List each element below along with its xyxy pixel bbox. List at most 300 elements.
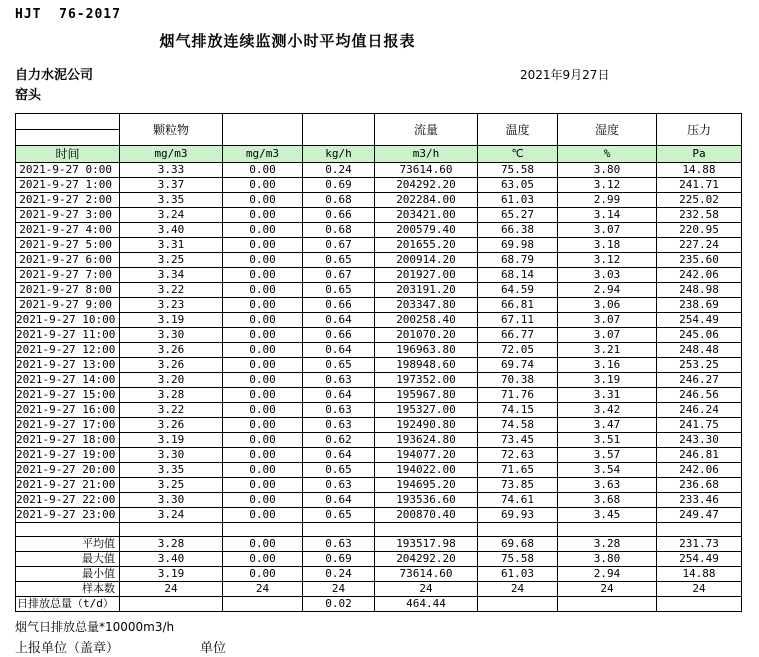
col-group-pressure: 压力 (657, 114, 742, 146)
hourly-row-label: 2021-9-27 9:00 (16, 298, 120, 313)
value-cell: 73614.60 (375, 567, 478, 582)
value-cell: 254.49 (657, 552, 742, 567)
hourly-row-label: 2021-9-27 22:00 (16, 493, 120, 508)
value-cell: 0.63 (303, 537, 375, 552)
value-cell: 0.00 (223, 508, 303, 523)
hourly-row-label: 2021-9-27 12:00 (16, 343, 120, 358)
value-cell: 3.07 (558, 328, 657, 343)
hourly-row-label: 2021-9-27 13:00 (16, 358, 120, 373)
value-cell: 0.00 (223, 448, 303, 463)
value-cell: 0.00 (223, 567, 303, 582)
hourly-row-label: 2021-9-27 6:00 (16, 253, 120, 268)
value-cell: 203347.80 (375, 298, 478, 313)
value-cell: 0.62 (303, 433, 375, 448)
value-cell: 0.00 (223, 238, 303, 253)
value-cell (478, 597, 558, 612)
value-cell: 204292.20 (375, 178, 478, 193)
value-cell: 74.61 (478, 493, 558, 508)
hourly-row (16, 163, 742, 178)
value-cell: 203191.20 (375, 283, 478, 298)
value-cell: 0.00 (223, 178, 303, 193)
value-cell: 0.64 (303, 313, 375, 328)
value-cell: 71.76 (478, 388, 558, 403)
value-cell: 238.69 (657, 298, 742, 313)
value-cell: 0.69 (303, 552, 375, 567)
group-header-row (16, 114, 742, 130)
value-cell: 0.64 (303, 343, 375, 358)
hourly-row-label: 2021-9-27 18:00 (16, 433, 120, 448)
value-cell: 0.00 (223, 313, 303, 328)
hourly-row (16, 373, 742, 388)
hourly-row (16, 178, 742, 193)
value-cell: 225.02 (657, 193, 742, 208)
hourly-row (16, 478, 742, 493)
value-cell: 0.64 (303, 388, 375, 403)
hourly-row (16, 448, 742, 463)
hourly-row (16, 433, 742, 448)
col-group-flow: 流量 (375, 114, 478, 146)
value-cell: 3.47 (558, 418, 657, 433)
value-cell: 464.44 (375, 597, 478, 612)
hourly-row (16, 343, 742, 358)
hourly-row (16, 403, 742, 418)
hourly-row-label: 2021-9-27 2:00 (16, 193, 120, 208)
value-cell: 200579.40 (375, 223, 478, 238)
hourly-row (16, 328, 742, 343)
value-cell (558, 523, 657, 537)
summary-row-label: 日排放总量（t/d） (16, 597, 120, 612)
hourly-row (16, 298, 742, 313)
unit-kg-h: kg/h (303, 146, 375, 163)
value-cell (120, 597, 223, 612)
value-cell: 253.25 (657, 358, 742, 373)
value-cell: 2.94 (558, 567, 657, 582)
table-header (16, 114, 742, 163)
summary-row (16, 582, 742, 597)
value-cell: 3.19 (120, 313, 223, 328)
value-cell: 243.30 (657, 433, 742, 448)
hourly-row (16, 358, 742, 373)
value-cell: 236.68 (657, 478, 742, 493)
value-cell: 246.27 (657, 373, 742, 388)
value-cell: 68.79 (478, 253, 558, 268)
value-cell: 3.37 (120, 178, 223, 193)
value-cell: 14.88 (657, 163, 742, 178)
value-cell: 0.00 (223, 433, 303, 448)
value-cell: 0.00 (223, 223, 303, 238)
value-cell: 3.80 (558, 552, 657, 567)
value-cell: 200914.20 (375, 253, 478, 268)
value-cell: 200870.40 (375, 508, 478, 523)
title-wrap (0, 30, 575, 51)
value-cell: 197352.00 (375, 373, 478, 388)
value-cell: 231.73 (657, 537, 742, 552)
value-cell: 193624.80 (375, 433, 478, 448)
col-group-particulate-rate (303, 114, 375, 146)
hourly-rows (16, 163, 742, 523)
empty-row-label (16, 523, 120, 537)
value-cell: 0.66 (303, 298, 375, 313)
hourly-row-label: 2021-9-27 19:00 (16, 448, 120, 463)
value-cell: 241.71 (657, 178, 742, 193)
value-cell: 66.77 (478, 328, 558, 343)
value-cell: 3.40 (120, 552, 223, 567)
unit-percent: % (558, 146, 657, 163)
value-cell: 3.35 (120, 193, 223, 208)
value-cell: 3.45 (558, 508, 657, 523)
value-cell: 72.05 (478, 343, 558, 358)
value-cell: 3.30 (120, 448, 223, 463)
value-cell: 3.07 (558, 313, 657, 328)
value-cell: 232.58 (657, 208, 742, 223)
value-cell: 201655.20 (375, 238, 478, 253)
value-cell: 3.28 (120, 388, 223, 403)
hourly-row (16, 268, 742, 283)
value-cell: 3.07 (558, 223, 657, 238)
value-cell: 0.67 (303, 238, 375, 253)
summary-row-label: 样本数 (16, 582, 120, 597)
value-cell: 69.93 (478, 508, 558, 523)
value-cell (657, 523, 742, 537)
value-cell: 200258.40 (375, 313, 478, 328)
summary-row (16, 552, 742, 567)
value-cell: 3.35 (120, 463, 223, 478)
summary-row (16, 537, 742, 552)
value-cell: 3.31 (558, 388, 657, 403)
time-header-mid-cell (16, 130, 120, 146)
value-cell: 66.81 (478, 298, 558, 313)
value-cell: 3.30 (120, 493, 223, 508)
value-cell: 246.81 (657, 448, 742, 463)
value-cell: 3.19 (120, 433, 223, 448)
value-cell: 24 (120, 582, 223, 597)
value-cell: 3.26 (120, 418, 223, 433)
hourly-row-label: 2021-9-27 16:00 (16, 403, 120, 418)
value-cell: 198948.60 (375, 358, 478, 373)
hourly-row-label: 2021-9-27 8:00 (16, 283, 120, 298)
value-cell: 3.14 (558, 208, 657, 223)
value-cell: 235.60 (657, 253, 742, 268)
time-header-top-cell (16, 114, 120, 130)
value-cell: 0.00 (223, 283, 303, 298)
value-cell: 70.38 (478, 373, 558, 388)
value-cell: 242.06 (657, 463, 742, 478)
summary-rows (16, 537, 742, 612)
value-cell: 0.00 (223, 268, 303, 283)
value-cell: 0.00 (223, 373, 303, 388)
value-cell: 241.75 (657, 418, 742, 433)
value-cell: 0.69 (303, 178, 375, 193)
value-cell: 3.31 (120, 238, 223, 253)
value-cell: 0.66 (303, 328, 375, 343)
value-cell (223, 597, 303, 612)
value-cell: 0.00 (223, 208, 303, 223)
hourly-row (16, 253, 742, 268)
hourly-row-label: 2021-9-27 1:00 (16, 178, 120, 193)
reporting-unit-label: 上报单位（盖章） (15, 641, 120, 656)
value-cell: 246.56 (657, 388, 742, 403)
standard-number: HJT 76-2017 (15, 7, 121, 22)
value-cell: 3.40 (120, 223, 223, 238)
value-cell: 0.65 (303, 508, 375, 523)
value-cell: 233.46 (657, 493, 742, 508)
value-cell: 192490.80 (375, 418, 478, 433)
col-group-temperature: 温度 (478, 114, 558, 146)
value-cell: 195327.00 (375, 403, 478, 418)
value-cell: 194695.20 (375, 478, 478, 493)
hourly-row (16, 313, 742, 328)
value-cell: 3.80 (558, 163, 657, 178)
value-cell: 72.63 (478, 448, 558, 463)
hourly-row (16, 283, 742, 298)
value-cell: 0.02 (303, 597, 375, 612)
summary-row-label: 最小值 (16, 567, 120, 582)
value-cell (303, 523, 375, 537)
report-date: 2021年9月27日 (520, 68, 610, 82)
value-cell: 74.15 (478, 403, 558, 418)
hourly-row-label: 2021-9-27 0:00 (16, 163, 120, 178)
value-cell: 69.68 (478, 537, 558, 552)
value-cell: 3.24 (120, 208, 223, 223)
report-table (15, 113, 742, 612)
value-cell: 63.05 (478, 178, 558, 193)
unit-mg-m3-1: mg/m3 (120, 146, 223, 163)
value-cell: 3.03 (558, 268, 657, 283)
col-group-particulate: 颗粒物 (120, 114, 223, 146)
value-cell: 0.64 (303, 448, 375, 463)
value-cell: 0.66 (303, 208, 375, 223)
value-cell: 67.11 (478, 313, 558, 328)
value-cell: 24 (478, 582, 558, 597)
hourly-row (16, 418, 742, 433)
value-cell: 2.99 (558, 193, 657, 208)
value-cell: 0.63 (303, 373, 375, 388)
value-cell: 3.12 (558, 253, 657, 268)
value-cell: 0.00 (223, 552, 303, 567)
value-cell (120, 523, 223, 537)
hourly-row (16, 223, 742, 238)
unit-celsius: ℃ (478, 146, 558, 163)
value-cell: 195967.80 (375, 388, 478, 403)
value-cell: 24 (558, 582, 657, 597)
value-cell: 3.28 (558, 537, 657, 552)
value-cell: 0.68 (303, 193, 375, 208)
value-cell (478, 523, 558, 537)
value-cell: 3.68 (558, 493, 657, 508)
value-cell (223, 523, 303, 537)
value-cell: 0.00 (223, 163, 303, 178)
company-name: 自力水泥公司 (15, 68, 94, 83)
value-cell: 61.03 (478, 567, 558, 582)
value-cell: 203421.00 (375, 208, 478, 223)
value-cell: 0.00 (223, 253, 303, 268)
value-cell: 0.00 (223, 403, 303, 418)
hourly-row-label: 2021-9-27 17:00 (16, 418, 120, 433)
value-cell: 3.34 (120, 268, 223, 283)
hourly-row-label: 2021-9-27 10:00 (16, 313, 120, 328)
hourly-row-label: 2021-9-27 14:00 (16, 373, 120, 388)
unit-m3-h: m3/h (375, 146, 478, 163)
value-cell: 14.88 (657, 567, 742, 582)
value-cell: 227.24 (657, 238, 742, 253)
hourly-row-label: 2021-9-27 7:00 (16, 268, 120, 283)
value-cell: 3.19 (558, 373, 657, 388)
hourly-row-label: 2021-9-27 4:00 (16, 223, 120, 238)
value-cell: 254.49 (657, 313, 742, 328)
value-cell: 194077.20 (375, 448, 478, 463)
hourly-row-label: 2021-9-27 11:00 (16, 328, 120, 343)
value-cell: 0.00 (223, 358, 303, 373)
value-cell: 0.00 (223, 463, 303, 478)
value-cell: 204292.20 (375, 552, 478, 567)
value-cell: 0.65 (303, 253, 375, 268)
value-cell: 73614.60 (375, 163, 478, 178)
value-cell: 0.68 (303, 223, 375, 238)
value-cell: 248.48 (657, 343, 742, 358)
value-cell: 3.25 (120, 253, 223, 268)
hourly-row-label: 2021-9-27 20:00 (16, 463, 120, 478)
unit-header-row (16, 146, 742, 163)
value-cell: 3.63 (558, 478, 657, 493)
value-cell: 64.59 (478, 283, 558, 298)
value-cell: 3.18 (558, 238, 657, 253)
value-cell: 202284.00 (375, 193, 478, 208)
value-cell: 0.63 (303, 478, 375, 493)
value-cell: 3.16 (558, 358, 657, 373)
value-cell: 75.58 (478, 552, 558, 567)
value-cell: 201070.20 (375, 328, 478, 343)
value-cell (657, 597, 742, 612)
value-cell: 24 (303, 582, 375, 597)
value-cell: 3.19 (120, 567, 223, 582)
col-group-humidity: 湿度 (558, 114, 657, 146)
value-cell: 0.00 (223, 298, 303, 313)
hourly-row (16, 463, 742, 478)
summary-row (16, 567, 742, 582)
flow-total-note: 烟气日排放总量*10000m3/h (15, 620, 175, 634)
empty-row (16, 523, 742, 537)
value-cell: 0.64 (303, 493, 375, 508)
value-cell: 65.27 (478, 208, 558, 223)
value-cell: 24 (657, 582, 742, 597)
unit-mg-m3-2: mg/m3 (223, 146, 303, 163)
hourly-row-label: 2021-9-27 23:00 (16, 508, 120, 523)
value-cell: 2.94 (558, 283, 657, 298)
hourly-row (16, 388, 742, 403)
value-cell: 0.63 (303, 418, 375, 433)
hourly-row-label: 2021-9-27 3:00 (16, 208, 120, 223)
value-cell: 245.06 (657, 328, 742, 343)
value-cell: 3.42 (558, 403, 657, 418)
spacer-row (16, 523, 742, 537)
value-cell: 201927.00 (375, 268, 478, 283)
monitor-point: 窑头 (15, 88, 42, 103)
value-cell (558, 597, 657, 612)
value-cell: 0.24 (303, 567, 375, 582)
value-cell: 246.24 (657, 403, 742, 418)
value-cell: 75.58 (478, 163, 558, 178)
value-cell: 0.63 (303, 403, 375, 418)
hourly-row (16, 193, 742, 208)
value-cell: 194022.00 (375, 463, 478, 478)
value-cell: 24 (223, 582, 303, 597)
hourly-row (16, 508, 742, 523)
value-cell: 242.06 (657, 268, 742, 283)
page-title: 烟气排放连续监测小时平均值日报表 (159, 32, 416, 50)
summary-row-label: 平均值 (16, 537, 120, 552)
hourly-row (16, 208, 742, 223)
value-cell: 3.54 (558, 463, 657, 478)
value-cell: 3.26 (120, 358, 223, 373)
hourly-row (16, 238, 742, 253)
value-cell: 73.85 (478, 478, 558, 493)
hourly-row-label: 2021-9-27 15:00 (16, 388, 120, 403)
value-cell: 61.03 (478, 193, 558, 208)
summary-row (16, 597, 742, 612)
value-cell: 0.65 (303, 358, 375, 373)
value-cell: 3.23 (120, 298, 223, 313)
summary-row-label: 最大值 (16, 552, 120, 567)
value-cell (375, 523, 478, 537)
value-cell: 0.00 (223, 193, 303, 208)
value-cell: 3.51 (558, 433, 657, 448)
time-column-header: 时间 (16, 146, 120, 163)
value-cell: 0.67 (303, 268, 375, 283)
value-cell: 193536.60 (375, 493, 478, 508)
value-cell: 3.21 (558, 343, 657, 358)
value-cell: 0.24 (303, 163, 375, 178)
value-cell: 69.74 (478, 358, 558, 373)
value-cell: 3.28 (120, 537, 223, 552)
hourly-row (16, 493, 742, 508)
value-cell: 66.38 (478, 223, 558, 238)
value-cell: 24 (375, 582, 478, 597)
value-cell: 0.00 (223, 418, 303, 433)
value-cell: 0.65 (303, 283, 375, 298)
value-cell: 0.00 (223, 493, 303, 508)
value-cell: 3.33 (120, 163, 223, 178)
value-cell: 0.00 (223, 388, 303, 403)
value-cell: 3.12 (558, 178, 657, 193)
value-cell: 71.65 (478, 463, 558, 478)
value-cell: 3.06 (558, 298, 657, 313)
value-cell: 68.14 (478, 268, 558, 283)
value-cell: 69.98 (478, 238, 558, 253)
value-cell: 74.58 (478, 418, 558, 433)
hourly-row-label: 2021-9-27 5:00 (16, 238, 120, 253)
value-cell: 0.00 (223, 537, 303, 552)
value-cell: 73.45 (478, 433, 558, 448)
value-cell: 3.22 (120, 283, 223, 298)
value-cell: 196963.80 (375, 343, 478, 358)
value-cell: 3.25 (120, 478, 223, 493)
hourly-row-label: 2021-9-27 21:00 (16, 478, 120, 493)
value-cell: 220.95 (657, 223, 742, 238)
value-cell: 0.00 (223, 328, 303, 343)
unit-label: 单位 (200, 641, 227, 656)
value-cell: 249.47 (657, 508, 742, 523)
value-cell: 193517.98 (375, 537, 478, 552)
value-cell: 0.00 (223, 478, 303, 493)
value-cell: 0.65 (303, 463, 375, 478)
value-cell: 3.30 (120, 328, 223, 343)
value-cell: 3.26 (120, 343, 223, 358)
unit-pa: Pa (657, 146, 742, 163)
value-cell: 0.00 (223, 343, 303, 358)
value-cell: 3.57 (558, 448, 657, 463)
value-cell: 3.24 (120, 508, 223, 523)
value-cell: 3.20 (120, 373, 223, 388)
